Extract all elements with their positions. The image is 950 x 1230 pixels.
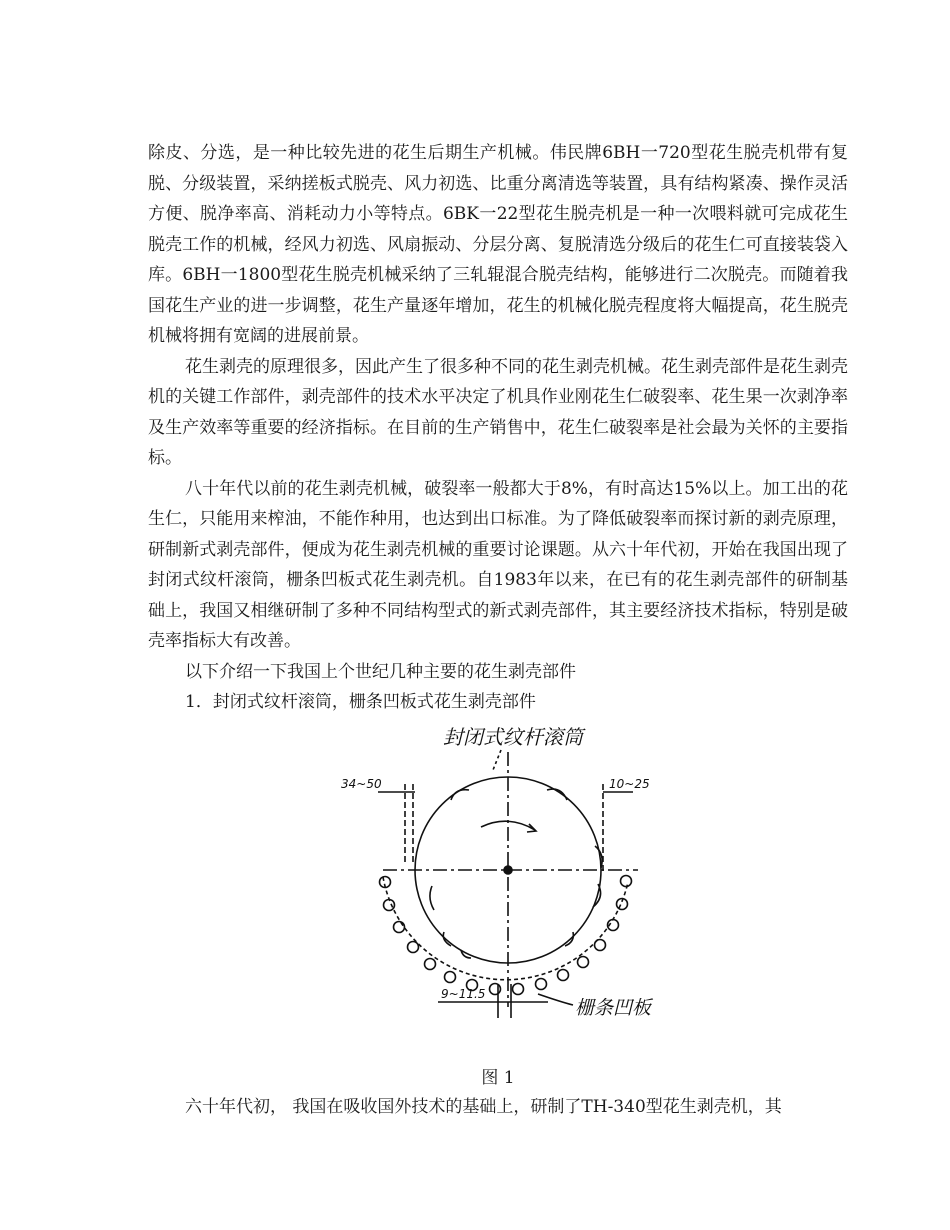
section-heading: 1．封闭式纹杆滚筒，栅条凹板式花生剥壳部件 xyxy=(185,692,536,712)
label-dim-left: 34~50 xyxy=(341,776,382,791)
label-dim-right: 10~25 xyxy=(609,776,650,791)
label-dim-bottom: 9~11.5 xyxy=(441,986,486,1001)
paragraph-3: 八十年代以前的花生剥壳机械，破裂率一般都大于8%，有时高达15%以上。加工出的花生仁，只能用来榨油，不能作种用，也达到出口标准。为了降低破裂率而探讨新的剥壳原理，研制新式剥壳部件，便成为花生剥壳机械的重要讨论课题。从六十年代初，开始在我国出现了封闭式纹杆滚筒，栅条凹板式花生剥壳机。自1983年以来，在已有的花生剥壳部件的研制基础上，我国又相继研制了多种不同结构型式的新式剥壳部件，其主要经济技术指标，特别是破壳率指标大有改善。 xyxy=(148,478,848,651)
document-page xyxy=(148,138,848,1122)
figure-caption: 图 1 xyxy=(481,1067,515,1088)
paragraph-last: 六十年代初， 我国在吸收国外技术的基础上，研制了TH-340型花生剥壳机，其 xyxy=(185,1096,782,1117)
paragraph-1: 除皮、分选，是一种比较先进的花生后期生产机械。伟民牌6BH一720型花生脱壳机带有复脱、分级装置，采纳搓板式脱壳、风力初选、比重分离清选等装置，具有结构紧凑、操作灵活方便、脱净率高、消耗动力小等特点。6BK一22型花生脱壳机是一种一次喂料就可完成花生脱壳工作的机械，经风力初选、风扇振动、分层分离、复脱清选分级后的花生仁可直接装袋入库。6BH一1800型花生脱壳机械采纳了三轧辊混合脱壳结构，能够进行二次脱壳。而随着我国花生产业的进一步调整，花生产量逐年增加，花生的机械化脱壳程度将大幅提高，花生脱壳机械将拥有宽阔的进展前景。 xyxy=(148,143,848,346)
figure-1 xyxy=(148,722,848,1062)
paragraph-4: 以下介绍一下我国上个世纪几种主要的花生剥壳部件 xyxy=(185,661,576,682)
thresher-diagram xyxy=(333,722,673,1032)
label-concave: 栅条凹板 xyxy=(575,996,652,1019)
paragraph-2: 花生剥壳的原理很多，因此产生了很多种不同的花生剥壳机械。花生剥壳部件是花生剥壳机的关键工作部件，剥壳部件的技术水平决定了机具作业刚花生仁破裂率、花生果一次剥净率及生产效率等重要的经济指标。在目前的生产销售中，花生仁破裂率是社会最为关怀的主要指标。 xyxy=(148,356,848,468)
label-drum: 封闭式纹杆滚筒 xyxy=(443,724,583,749)
